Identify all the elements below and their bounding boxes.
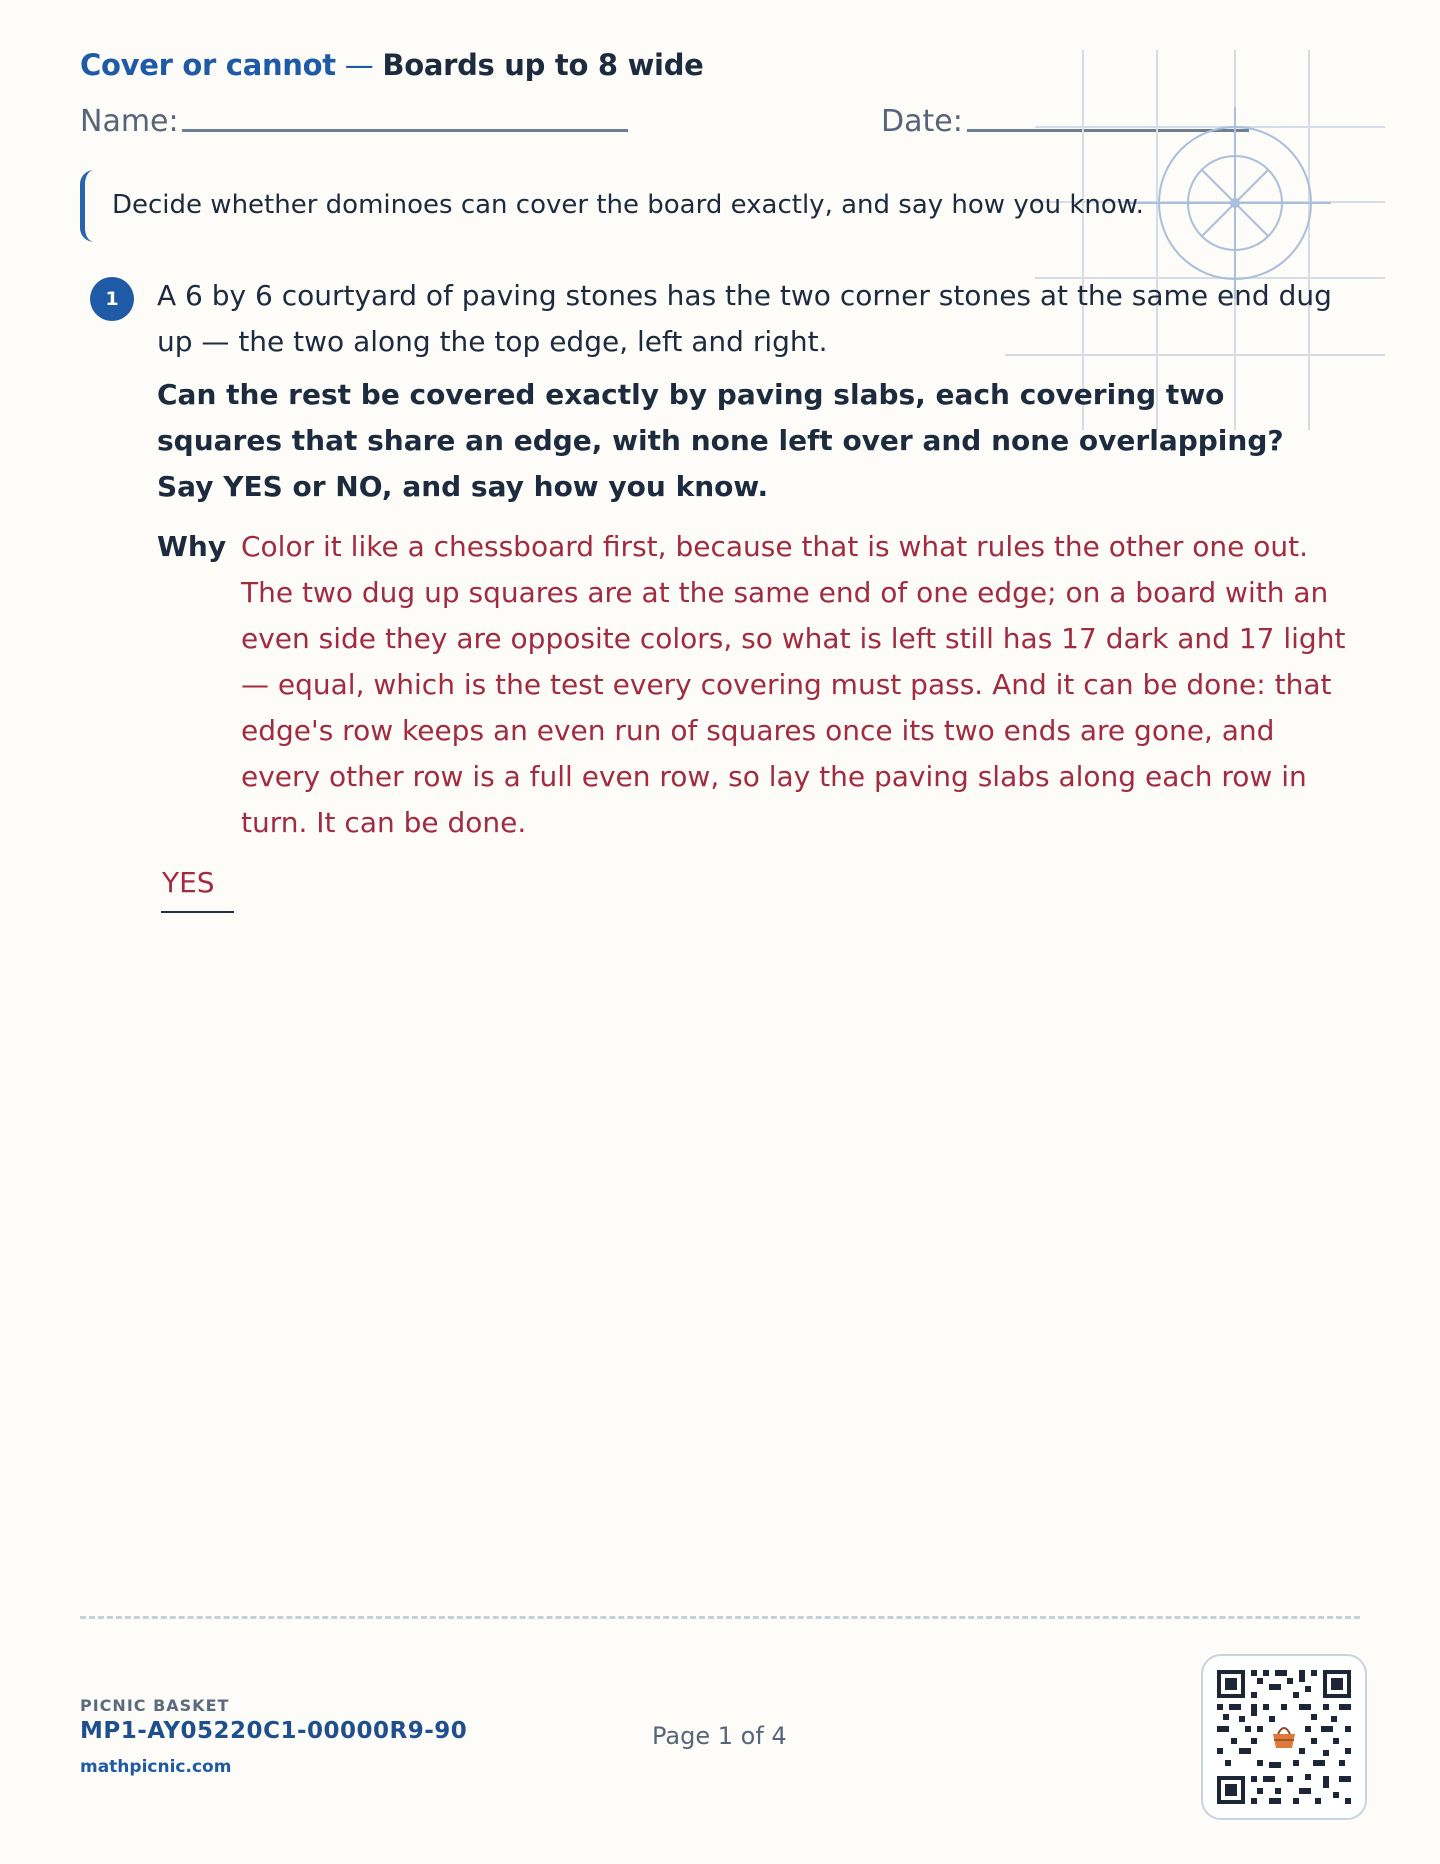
answer-value[interactable]: YES [162,866,215,899]
name-label: Name: [80,104,179,139]
name-field[interactable] [182,129,628,132]
question-stem: A 6 by 6 courtyard of paving stones has the two corner stones at the same end dug up — the two along the top edge, left and right. [157,279,1332,358]
instruction-box [80,170,1180,242]
why-label: Why [157,530,227,563]
title-subtitle: Boards up to 8 wide [382,48,704,82]
title-accent: Cover or cannot [80,48,336,82]
worksheet-code: MP1-AY05220C1-00000R9-90 [80,1718,468,1744]
title-separator: — [335,48,383,82]
site-link[interactable]: mathpicnic.com [80,1757,232,1777]
instruction-bracket [80,170,94,242]
page-indicator: Page 1 of 4 [652,1722,787,1750]
qr-code-icon [1203,1656,1365,1818]
question-prompt: Can the rest be covered exactly by paving slabs, each covering two squares that share an edge, with none left over and none overlapping? Say YES or NO, and say how you know. [157,378,1284,503]
footer-divider [80,1616,1360,1619]
date-label: Date: [881,104,963,139]
qr-code[interactable] [1201,1654,1367,1820]
why-explanation[interactable]: Color it like a chessboard first, because that is what rules the other one out. The two dug up squares are at the same end of one edge; on a board with an even side they are opposite colors, so what is left still has 17 dark and 17 light — equal, which is the test every covering must pass. And it can be done: that edge's row keeps an even run of squares once its two ends are gone, and every other row is a full even row, so lay the paving slabs along each row in turn. It can be done. [241,530,1346,839]
instruction-text: Decide whether dominoes can cover the board exactly, and say how you know. [112,190,1144,220]
answer-line [161,911,234,913]
worksheet-title [80,48,704,82]
question-number-badge: 1 [90,277,134,321]
brand-label: PICNIC BASKET [80,1696,230,1715]
